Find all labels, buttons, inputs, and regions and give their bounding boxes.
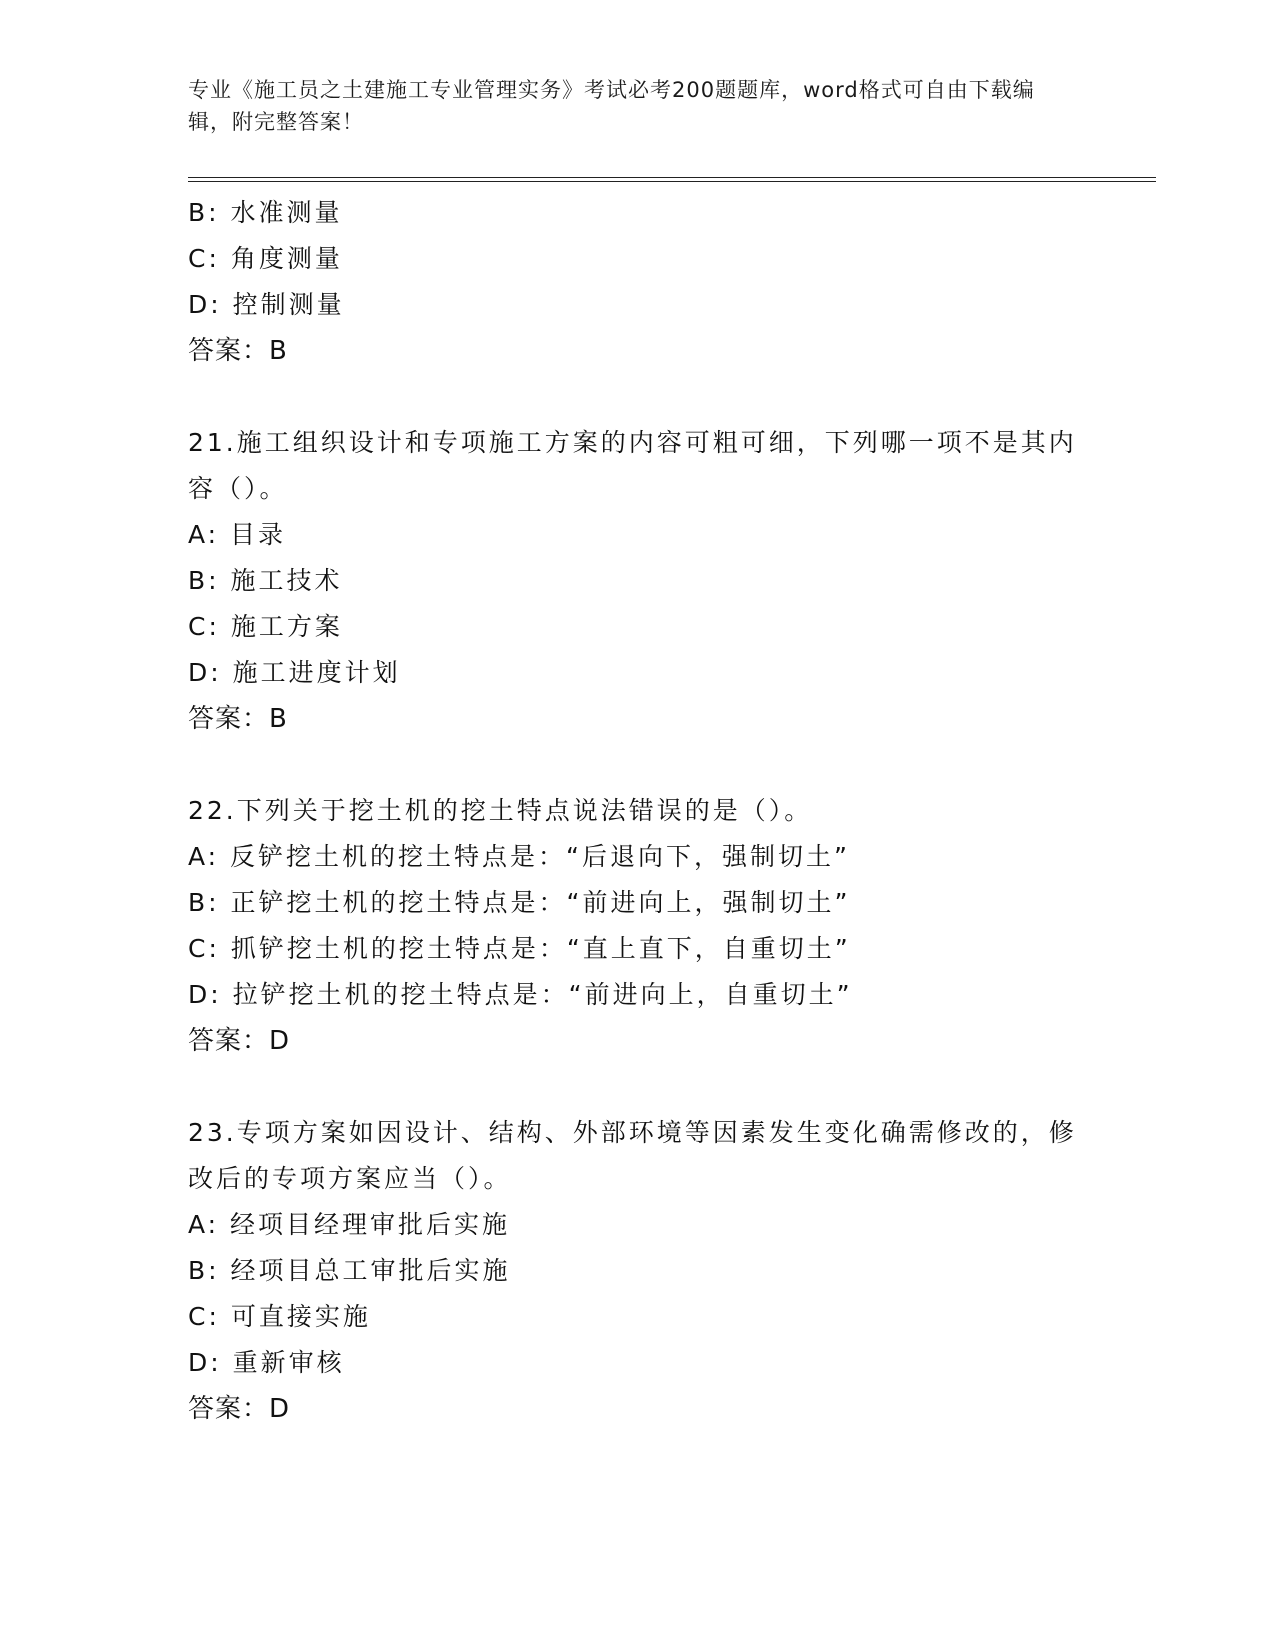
option-c: C: 施工方案 — [188, 612, 343, 641]
option-c: C: 角度测量 — [188, 244, 343, 273]
option-b: B: 正铲挖土机的挖土特点是：“前进向上，强制切土” — [188, 888, 851, 917]
option-a: A: 目录 — [188, 520, 287, 549]
header-divider — [188, 177, 1156, 182]
partial-question — [188, 190, 1088, 374]
option-b: B: 施工技术 — [188, 566, 343, 595]
option-c: C: 可直接实施 — [188, 1302, 371, 1331]
option-d: D: 施工进度计划 — [188, 658, 401, 687]
question-22 — [188, 788, 1088, 1064]
option-a: A: 反铲挖土机的挖土特点是：“后退向下，强制切土” — [188, 842, 850, 871]
question-23 — [188, 1110, 1088, 1432]
answer-line: 答案：B — [188, 336, 288, 366]
option-c: C: 抓铲挖土机的挖土特点是：“直上直下，自重切土” — [188, 934, 851, 963]
question-content — [188, 190, 1088, 1432]
option-a: A: 经项目经理审批后实施 — [188, 1210, 511, 1239]
question-text: 21.施工组织设计和专项施工方案的内容可粗可细，下列哪一项不是其内容（）。 — [188, 428, 1077, 503]
option-b: B: 水准测量 — [188, 198, 343, 227]
document-header: 专业《施工员之土建施工专业管理实务》考试必考200题题库，word格式可自由下载编辑，附完整答案！ — [188, 78, 1035, 134]
answer-line: 答案：D — [188, 1394, 291, 1424]
option-b: B: 经项目总工审批后实施 — [188, 1256, 511, 1285]
option-d: D: 控制测量 — [188, 290, 345, 319]
question-21 — [188, 420, 1088, 742]
question-text: 23.专项方案如因设计、结构、外部环境等因素发生变化确需修改的，修改后的专项方案应当（）。 — [188, 1118, 1077, 1193]
question-text: 22.下列关于挖土机的挖土特点说法错误的是（）。 — [188, 796, 813, 825]
option-d: D: 拉铲挖土机的挖土特点是：“前进向上，自重切土” — [188, 980, 853, 1009]
option-d: D: 重新审核 — [188, 1348, 345, 1377]
answer-line: 答案：B — [188, 704, 288, 734]
answer-line: 答案：D — [188, 1026, 291, 1056]
